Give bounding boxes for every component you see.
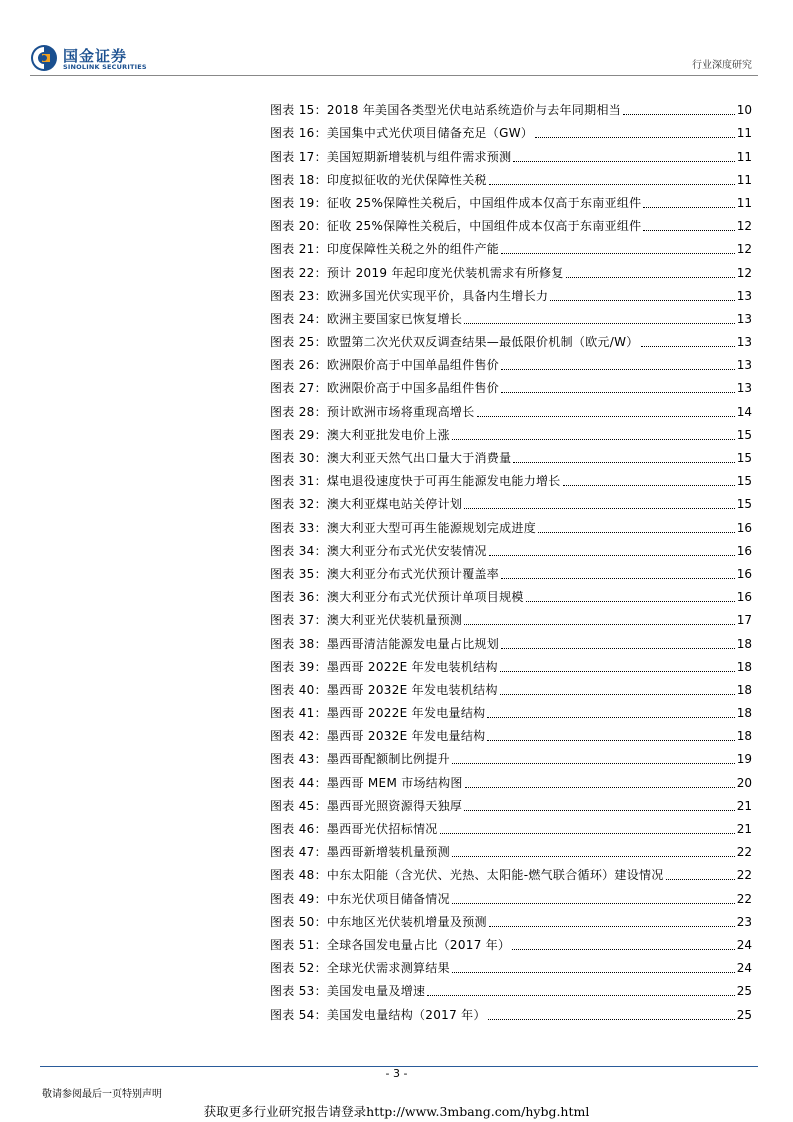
toc-entry[interactable] <box>270 141 752 164</box>
toc-entry-label: 图表 20： <box>270 219 327 234</box>
toc-entry-label: 图表 16： <box>270 126 327 141</box>
toc-entry-page: 25 <box>736 1007 752 1022</box>
toc-entry-label: 图表 52： <box>270 961 327 976</box>
toc-entry-page: 18 <box>736 636 752 651</box>
toc-entry-title: 美国短期新增装机与组件需求预测 <box>326 149 512 164</box>
toc-entry-label: 图表 19： <box>270 195 327 210</box>
toc-entry-title: 澳大利亚煤电站关停计划 <box>326 497 463 512</box>
toc-dot-leader <box>477 416 735 417</box>
toc-entry-page: 18 <box>736 729 752 744</box>
toc-dot-leader <box>452 903 735 904</box>
toc-dot-leader <box>501 578 735 579</box>
toc-entry-title: 墨西哥清洁能源发电量占比规划 <box>326 636 500 651</box>
toc-entry[interactable] <box>270 211 752 234</box>
toc-entry-page: 18 <box>736 659 752 674</box>
toc-entry-page: 24 <box>736 961 752 976</box>
toc-dot-leader <box>452 856 735 857</box>
toc-entry-label: 图表 44： <box>270 775 327 790</box>
toc-dot-leader <box>500 671 735 672</box>
toc-entry-label: 图表 48： <box>270 868 327 883</box>
toc-entry-label: 图表 51： <box>270 937 327 952</box>
toc-entry-label: 图表 31： <box>270 474 327 489</box>
toc-entry-page: 14 <box>736 404 752 419</box>
toc-entry[interactable] <box>270 536 752 559</box>
toc-dot-leader <box>464 323 735 324</box>
toc-entry-label: 图表 27： <box>270 381 327 396</box>
toc-dot-leader <box>464 624 735 625</box>
toc-entry-page: 20 <box>736 775 752 790</box>
toc-entry-page: 22 <box>736 891 752 906</box>
toc-entry-title: 预计欧洲市场将重现高增长 <box>326 404 475 419</box>
toc-dot-leader <box>489 926 735 927</box>
toc-entry[interactable] <box>270 396 752 419</box>
toc-entry-label: 图表 53： <box>270 984 327 999</box>
toc-dot-leader <box>501 253 735 254</box>
toc-entry[interactable] <box>270 814 752 837</box>
toc-entry[interactable] <box>270 628 752 651</box>
toc-entry-label: 图表 54： <box>270 1007 327 1022</box>
toc-entry-page: 15 <box>736 427 752 442</box>
toc-dot-leader <box>440 833 735 834</box>
toc-entry-page: 10 <box>736 103 752 118</box>
toc-entry[interactable] <box>270 976 752 999</box>
toc-entry[interactable] <box>270 118 752 141</box>
toc-entry-title: 2018 年美国各类型光伏电站系统造价与去年同期相当 <box>326 103 622 118</box>
toc-entry-page: 13 <box>736 335 752 350</box>
toc-entry-page: 24 <box>736 937 752 952</box>
toc-dot-leader <box>501 369 735 370</box>
toc-entry-title: 澳大利亚分布式光伏安装情况 <box>326 543 487 558</box>
toc-entry-title: 澳大利亚批发电价上涨 <box>326 427 450 442</box>
header-divider <box>30 75 758 76</box>
toc-entry-label: 图表 29： <box>270 427 327 442</box>
toc-entry[interactable] <box>270 188 752 211</box>
toc-entry-title: 中东地区光伏装机增量及预测 <box>326 914 487 929</box>
page-number: - 3 - <box>385 1067 408 1080</box>
report-type: 行业深度研究 <box>692 60 752 71</box>
toc-entry[interactable] <box>270 281 752 304</box>
toc-entry[interactable] <box>270 512 752 535</box>
toc-entry-label: 图表 47： <box>270 845 327 860</box>
toc-dot-leader <box>464 508 735 509</box>
toc-dot-leader <box>550 300 734 301</box>
toc-entry-page: 15 <box>736 497 752 512</box>
toc-entry-title: 墨西哥 2032E 年发电量结构 <box>326 729 486 744</box>
toc-entry[interactable] <box>270 698 752 721</box>
toc-entry-title: 欧洲主要国家已恢复增长 <box>326 311 463 326</box>
toc-entry[interactable] <box>270 304 752 327</box>
toc-entry-label: 图表 15： <box>270 103 327 118</box>
toc-entry[interactable] <box>270 234 752 257</box>
toc-entry[interactable] <box>270 443 752 466</box>
toc-entry-title: 印度拟征收的光伏保障性关税 <box>326 172 487 187</box>
toc-entry-page: 22 <box>736 845 752 860</box>
toc-entry[interactable] <box>270 373 752 396</box>
toc-entry-label: 图表 49： <box>270 891 327 906</box>
toc-entry-page: 18 <box>736 682 752 697</box>
toc-entry-title: 欧洲多国光伏实现平价，具备内生增长力 <box>326 288 549 303</box>
toc-entry-label: 图表 28： <box>270 404 327 419</box>
toc-dot-leader <box>538 532 735 533</box>
toc-entry-page: 13 <box>736 288 752 303</box>
toc-entry-page: 21 <box>736 822 752 836</box>
toc-entry-label: 图表 21： <box>270 242 327 257</box>
toc-entry-page: 16 <box>736 520 752 535</box>
toc-entry-label: 图表 22： <box>270 265 327 280</box>
toc-entry[interactable] <box>270 327 752 350</box>
toc-entry[interactable] <box>270 791 752 814</box>
toc-entry-title: 全球各国发电量占比（2017 年） <box>326 937 511 952</box>
toc-entry-page: 11 <box>736 126 752 141</box>
toc-entry[interactable] <box>270 837 752 860</box>
toc-entry-title: 墨西哥光照资源得天独厚 <box>326 798 463 813</box>
logo-chinese-name: 国金证券 <box>63 47 128 65</box>
toc-entry-title: 征收 25%保障性关税后，中国组件成本仅高于东南亚组件 <box>326 195 642 210</box>
toc-entry-title: 预计 2019 年起印度光伏装机需求有所修复 <box>326 265 564 280</box>
toc-entry-title: 欧洲限价高于中国多晶组件售价 <box>326 381 500 396</box>
toc-entry-title: 墨西哥 2022E 年发电装机结构 <box>326 659 498 674</box>
toc-entry-label: 图表 34： <box>270 543 327 558</box>
toc-entry-page: 23 <box>736 914 752 929</box>
toc-entry-label: 图表 41： <box>270 706 327 721</box>
toc-entry[interactable] <box>270 744 752 767</box>
toc-entry-title: 印度保障性关税之外的组件产能 <box>326 242 500 257</box>
toc-entry-page: 13 <box>736 381 752 396</box>
toc-entry-title: 征收 25%保障性关税后，中国组件成本仅高于东南亚组件 <box>326 219 642 234</box>
toc-entry-title: 墨西哥 MEM 市场结构图 <box>326 775 463 790</box>
toc-dot-leader <box>643 230 734 231</box>
toc-dot-leader <box>563 485 735 486</box>
toc-entry-label: 图表 18： <box>270 172 327 187</box>
toc-entry-page: 16 <box>736 566 752 581</box>
toc-entry-page: 11 <box>736 172 752 187</box>
toc-dot-leader <box>487 740 734 741</box>
toc-entry-label: 图表 35： <box>270 566 327 581</box>
toc-entry-label: 图表 37： <box>270 613 327 628</box>
toc-dot-leader <box>513 161 734 162</box>
toc-entry[interactable] <box>270 350 752 373</box>
toc-entry[interactable] <box>270 953 752 976</box>
toc-dot-leader <box>643 207 734 208</box>
toc-entry[interactable] <box>270 420 752 443</box>
toc-dot-leader <box>500 694 735 695</box>
toc-entry-title: 澳大利亚光伏装机量预测 <box>326 613 463 628</box>
logo-english-name: SINOLINK SECURITIES <box>63 63 147 71</box>
toc-dot-leader <box>452 972 735 973</box>
toc-dot-leader <box>526 601 735 602</box>
toc-entry-label: 图表 45： <box>270 798 327 813</box>
toc-entry[interactable] <box>270 999 752 1022</box>
toc-entry-title: 墨西哥新增装机量预测 <box>326 845 450 860</box>
toc-entry-title: 墨西哥光伏招标情况 <box>326 822 438 836</box>
toc-entry-page: 21 <box>736 798 752 813</box>
toc-dot-leader <box>427 995 734 996</box>
toc-entry-page: 18 <box>736 706 752 721</box>
toc-dot-leader <box>464 810 735 811</box>
toc-entry[interactable] <box>270 860 752 883</box>
toc-entry-page: 13 <box>736 311 752 326</box>
toc-entry-page: 16 <box>736 590 752 605</box>
toc-entry-title: 中东太阳能（含光伏、光热、太阳能-燃气联合循环）建设情况 <box>326 868 664 883</box>
toc-entry[interactable] <box>270 883 752 906</box>
toc-entry-title: 墨西哥配额制比例提升 <box>326 752 450 767</box>
toc-entry[interactable] <box>270 930 752 953</box>
toc-entry-label: 图表 17： <box>270 149 327 164</box>
toc-dot-leader <box>465 787 735 788</box>
toc-entry-label: 图表 38： <box>270 636 327 651</box>
toc-entry-title: 美国发电量及增速 <box>326 984 426 999</box>
download-link[interactable]: 获取更多行业研究报告请登录http://www.3mbang.com/hybg.html <box>203 1104 590 1119</box>
toc-entry-page: 15 <box>736 451 752 465</box>
toc-entry-label: 图表 30： <box>270 451 327 465</box>
toc-entry-label: 图表 26： <box>270 358 327 373</box>
toc-dot-leader <box>501 392 735 393</box>
toc-entry-page: 25 <box>736 984 752 999</box>
toc-entry-title: 美国集中式光伏项目储备充足（GW） <box>326 126 534 141</box>
toc-entry-title: 澳大利亚天然气出口量大于消费量 <box>326 451 512 465</box>
toc-entry[interactable] <box>270 767 752 790</box>
toc-entry[interactable] <box>270 582 752 605</box>
toc-dot-leader <box>566 277 735 278</box>
toc-entry-label: 图表 36： <box>270 590 327 605</box>
toc-dot-leader <box>487 717 734 718</box>
sinolink-logo-icon <box>30 44 58 72</box>
toc-entry[interactable] <box>270 489 752 512</box>
toc-dot-leader <box>623 114 735 115</box>
disclaimer-note: 敬请参阅最后一页特别声明 <box>42 1089 162 1100</box>
toc-dot-leader <box>488 1019 735 1020</box>
toc-entry-page: 11 <box>736 195 752 210</box>
toc-entry[interactable] <box>270 95 752 118</box>
toc-entry-title: 中东光伏项目储备情况 <box>326 891 450 906</box>
toc-entry[interactable] <box>270 257 752 280</box>
toc-entry-page: 17 <box>736 613 752 628</box>
toc-dot-leader <box>512 949 734 950</box>
toc-entry[interactable] <box>270 907 752 930</box>
company-logo <box>30 44 230 74</box>
toc-entry-label: 图表 39： <box>270 659 327 674</box>
toc-dot-leader <box>641 346 735 347</box>
toc-entry-label: 图表 23： <box>270 288 327 303</box>
toc-entry-title: 欧洲限价高于中国单晶组件售价 <box>326 358 500 373</box>
toc-entry-page: 19 <box>736 752 752 767</box>
toc-entry-label: 图表 42： <box>270 729 327 744</box>
toc-entry-page: 11 <box>736 149 752 164</box>
toc-entry[interactable] <box>270 721 752 744</box>
toc-entry[interactable] <box>270 675 752 698</box>
toc-entry-page: 22 <box>736 868 752 883</box>
toc-entry[interactable] <box>270 466 752 489</box>
toc-entry-label: 图表 25： <box>270 335 327 350</box>
toc-dot-leader <box>489 555 735 556</box>
toc-entry-title: 欧盟第二次光伏双反调查结果—最低限价机制（欧元/W） <box>326 335 639 350</box>
toc-entry-label: 图表 24： <box>270 311 327 326</box>
toc-entry[interactable] <box>270 652 752 675</box>
toc-entry-page: 16 <box>736 543 752 558</box>
toc-dot-leader <box>489 184 735 185</box>
toc-entry-page: 15 <box>736 474 752 489</box>
toc-entry[interactable] <box>270 559 752 582</box>
toc-entry-label: 图表 50： <box>270 914 327 929</box>
toc-entry-page: 12 <box>736 219 752 234</box>
toc-dot-leader <box>666 879 735 880</box>
toc-entry-label: 图表 40： <box>270 682 327 697</box>
toc-entry-label: 图表 32： <box>270 497 327 512</box>
toc-entry-title: 墨西哥 2032E 年发电装机结构 <box>326 682 498 697</box>
toc-dot-leader <box>452 763 735 764</box>
toc-entry-title: 澳大利亚大型可再生能源规划完成进度 <box>326 520 536 535</box>
toc-entry-title: 美国发电量结构（2017 年） <box>326 1007 486 1022</box>
toc-entry-label: 图表 43： <box>270 752 327 767</box>
figure-list <box>270 95 752 1023</box>
toc-dot-leader <box>501 648 735 649</box>
toc-entry[interactable] <box>270 165 752 188</box>
toc-entry-label: 图表 33： <box>270 520 327 535</box>
toc-entry-title: 煤电退役速度快于可再生能源发电能力增长 <box>326 474 561 489</box>
toc-entry[interactable] <box>270 605 752 628</box>
toc-dot-leader <box>535 137 735 138</box>
toc-entry-page: 12 <box>736 242 752 257</box>
toc-dot-leader <box>513 462 734 463</box>
toc-dot-leader <box>452 439 735 440</box>
toc-entry-page: 12 <box>736 265 752 280</box>
toc-entry-title: 墨西哥 2022E 年发电量结构 <box>326 706 486 721</box>
toc-entry-page: 13 <box>736 358 752 373</box>
toc-entry-title: 全球光伏需求测算结果 <box>326 961 450 976</box>
toc-entry-title: 澳大利亚分布式光伏预计覆盖率 <box>326 566 500 581</box>
toc-entry-title: 澳大利亚分布式光伏预计单项目规模 <box>326 590 524 605</box>
toc-entry-label: 图表 46： <box>270 822 327 836</box>
